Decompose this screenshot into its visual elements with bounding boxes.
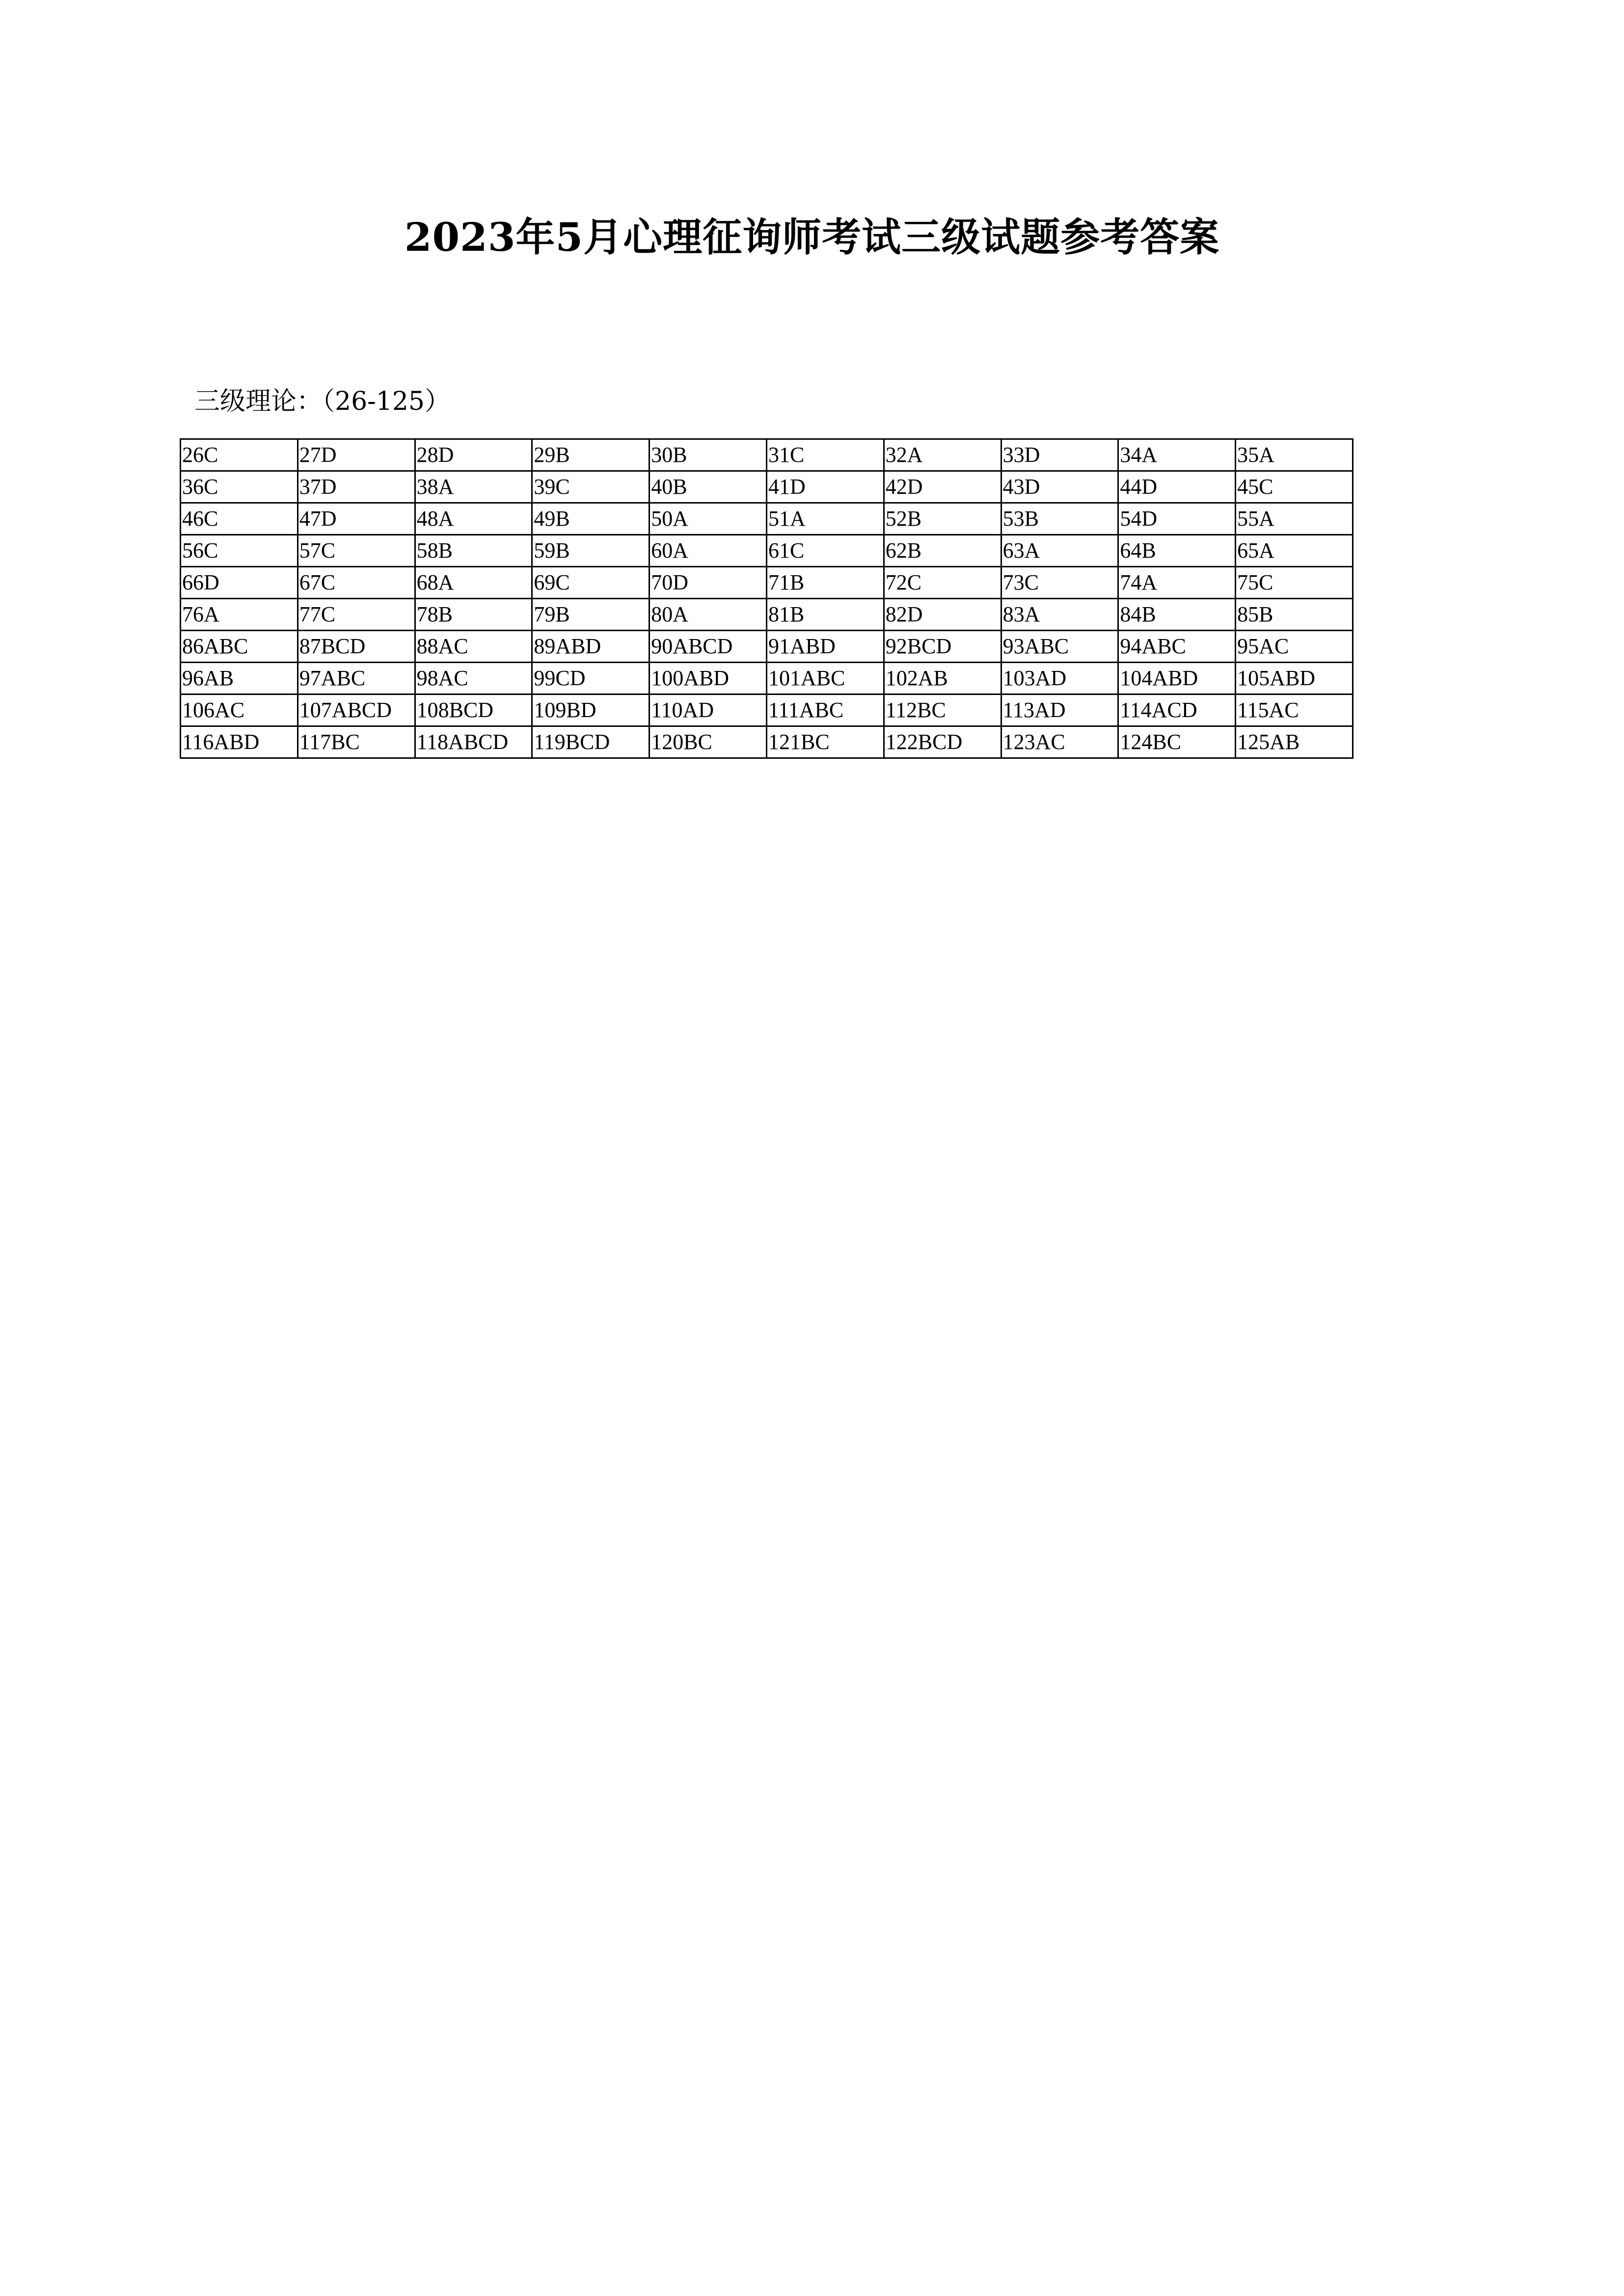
answer-cell: 94ABC	[1118, 631, 1236, 663]
table-row	[181, 503, 1353, 535]
answer-cell: 76A	[181, 599, 298, 631]
answer-cell: 125AB	[1236, 726, 1353, 758]
answer-cell: 118ABCD	[415, 726, 532, 758]
answer-cell: 50A	[650, 503, 767, 535]
answer-cell: 82D	[884, 599, 1001, 631]
answer-cell: 90ABCD	[650, 631, 767, 663]
answer-cell: 59B	[532, 535, 650, 567]
answer-cell: 87BCD	[298, 631, 415, 663]
answer-cell: 56C	[181, 535, 298, 567]
table-row	[181, 694, 1353, 726]
answer-cell: 57C	[298, 535, 415, 567]
answer-cell: 86ABC	[181, 631, 298, 663]
answer-cell: 70D	[650, 567, 767, 599]
answer-cell: 83A	[1001, 599, 1118, 631]
answer-cell: 34A	[1118, 439, 1236, 471]
answer-cell: 74A	[1118, 567, 1236, 599]
answer-cell: 29B	[532, 439, 650, 471]
answer-cell: 108BCD	[415, 694, 532, 726]
answer-cell: 66D	[181, 567, 298, 599]
answer-cell: 79B	[532, 599, 650, 631]
answer-cell: 111ABC	[766, 694, 884, 726]
answer-cell: 78B	[415, 599, 532, 631]
answer-cell: 63A	[1001, 535, 1118, 567]
answer-cell: 60A	[650, 535, 767, 567]
answer-cell: 115AC	[1236, 694, 1353, 726]
table-row	[181, 535, 1353, 567]
answer-cell: 117BC	[298, 726, 415, 758]
answer-cell: 109BD	[532, 694, 650, 726]
answer-cell: 40B	[650, 471, 767, 503]
answer-cell: 33D	[1001, 439, 1118, 471]
answer-cell: 98AC	[415, 663, 532, 694]
answer-cell: 104ABD	[1118, 663, 1236, 694]
answer-cell: 36C	[181, 471, 298, 503]
answer-cell: 124BC	[1118, 726, 1236, 758]
section-label: 三级理论：（26-125）	[194, 387, 450, 416]
answer-cell: 51A	[766, 503, 884, 535]
page-title: 2023年5月心理征询师考试三级试题参考答案	[404, 214, 1220, 260]
table-row	[181, 663, 1353, 694]
answer-cell: 84B	[1118, 599, 1236, 631]
answer-cell: 101ABC	[766, 663, 884, 694]
answer-cell: 80A	[650, 599, 767, 631]
answer-cell: 121BC	[766, 726, 884, 758]
answer-cell: 64B	[1118, 535, 1236, 567]
answer-cell: 65A	[1236, 535, 1353, 567]
answer-cell: 77C	[298, 599, 415, 631]
answer-cell: 81B	[766, 599, 884, 631]
table-row	[181, 567, 1353, 599]
answer-cell: 91ABD	[766, 631, 884, 663]
answer-cell: 99CD	[532, 663, 650, 694]
answer-cell: 123AC	[1001, 726, 1118, 758]
answer-cell: 92BCD	[884, 631, 1001, 663]
answer-cell: 47D	[298, 503, 415, 535]
answer-cell: 69C	[532, 567, 650, 599]
answer-cell: 73C	[1001, 567, 1118, 599]
answer-cell: 89ABD	[532, 631, 650, 663]
answer-cell: 62B	[884, 535, 1001, 567]
answer-cell: 103AD	[1001, 663, 1118, 694]
answer-cell: 52B	[884, 503, 1001, 535]
answer-cell: 72C	[884, 567, 1001, 599]
answer-cell: 106AC	[181, 694, 298, 726]
answer-cell: 44D	[1118, 471, 1236, 503]
answer-cell: 42D	[884, 471, 1001, 503]
answer-cell: 114ACD	[1118, 694, 1236, 726]
answer-cell: 113AD	[1001, 694, 1118, 726]
answer-cell: 67C	[298, 567, 415, 599]
answer-cell: 58B	[415, 535, 532, 567]
answer-cell: 48A	[415, 503, 532, 535]
answer-cell: 116ABD	[181, 726, 298, 758]
answer-cell: 61C	[766, 535, 884, 567]
answer-cell: 68A	[415, 567, 532, 599]
answer-cell: 53B	[1001, 503, 1118, 535]
answer-cell: 107ABCD	[298, 694, 415, 726]
answer-cell: 110AD	[650, 694, 767, 726]
answer-cell: 27D	[298, 439, 415, 471]
answer-cell: 41D	[766, 471, 884, 503]
answer-cell: 38A	[415, 471, 532, 503]
answer-cell: 120BC	[650, 726, 767, 758]
answer-cell: 39C	[532, 471, 650, 503]
answer-cell: 95AC	[1236, 631, 1353, 663]
answer-cell: 97ABC	[298, 663, 415, 694]
answer-cell: 32A	[884, 439, 1001, 471]
answer-cell: 26C	[181, 439, 298, 471]
answer-cell: 49B	[532, 503, 650, 535]
answer-cell: 75C	[1236, 567, 1353, 599]
answer-cell: 71B	[766, 567, 884, 599]
answer-cell: 43D	[1001, 471, 1118, 503]
answer-cell: 85B	[1236, 599, 1353, 631]
answer-cell: 54D	[1118, 503, 1236, 535]
answer-cell: 105ABD	[1236, 663, 1353, 694]
answer-cell: 122BCD	[884, 726, 1001, 758]
table-row	[181, 439, 1353, 471]
answer-cell: 35A	[1236, 439, 1353, 471]
answer-table-body	[181, 439, 1353, 758]
answer-cell: 46C	[181, 503, 298, 535]
answer-cell: 28D	[415, 439, 532, 471]
table-row	[181, 726, 1353, 758]
answer-cell: 96AB	[181, 663, 298, 694]
answer-cell: 55A	[1236, 503, 1353, 535]
answer-cell: 100ABD	[650, 663, 767, 694]
answer-cell: 112BC	[884, 694, 1001, 726]
answer-cell: 37D	[298, 471, 415, 503]
answer-cell: 30B	[650, 439, 767, 471]
answer-table	[180, 438, 1353, 759]
answer-cell: 119BCD	[532, 726, 650, 758]
answer-cell: 102AB	[884, 663, 1001, 694]
answer-cell: 93ABC	[1001, 631, 1118, 663]
answer-cell: 45C	[1236, 471, 1353, 503]
table-row	[181, 631, 1353, 663]
table-row	[181, 471, 1353, 503]
answer-cell: 88AC	[415, 631, 532, 663]
table-row	[181, 599, 1353, 631]
answer-cell: 31C	[766, 439, 884, 471]
